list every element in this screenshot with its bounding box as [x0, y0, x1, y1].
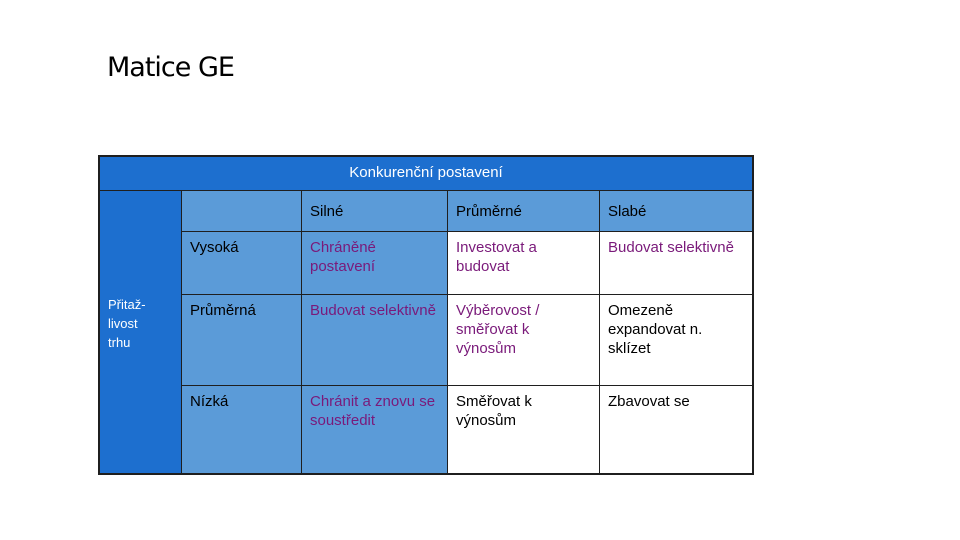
- cell-vysoka-slabe: Budovat selektivně: [599, 232, 752, 295]
- row-label-nizka: Nízká: [182, 386, 301, 473]
- row-label-vysoka: Vysoká: [182, 232, 301, 295]
- cell-nizka-silne: Chránit a znovu se soustředit: [301, 386, 447, 473]
- cell-prumerna-silne: Budovat selektivně: [301, 295, 447, 386]
- row-axis-line-2: livost: [108, 316, 138, 331]
- column-axis-header: Konkurenční postavení: [100, 157, 752, 191]
- row-axis-header: [100, 191, 182, 473]
- cell-vysoka-silne: Chráněné postavení: [301, 232, 447, 295]
- cell-nizka-slabe: Zbavovat se: [599, 386, 752, 473]
- column-header-silne: Silné: [301, 191, 447, 232]
- corner-cell: [182, 191, 301, 232]
- slide-title: Matice GE: [107, 52, 234, 83]
- row-axis-line-3: trhu: [108, 335, 131, 350]
- ge-matrix-table: [98, 155, 754, 475]
- row-label-prumerna: Průměrná: [182, 295, 301, 386]
- cell-prumerna-slabe: Omezeně expandovat n. sklízet: [599, 295, 752, 386]
- cell-prumerna-prumerne: Výběrovost / směřovat k výnosům: [447, 295, 599, 386]
- column-header-slabe: Slabé: [599, 191, 752, 232]
- cell-vysoka-prumerne: Investovat a budovat: [447, 232, 599, 295]
- row-axis-line-1: Přitaž-: [108, 297, 146, 312]
- cell-nizka-prumerne: Směřovat k výnosům: [447, 386, 599, 473]
- column-header-prumerne: Průměrné: [447, 191, 599, 232]
